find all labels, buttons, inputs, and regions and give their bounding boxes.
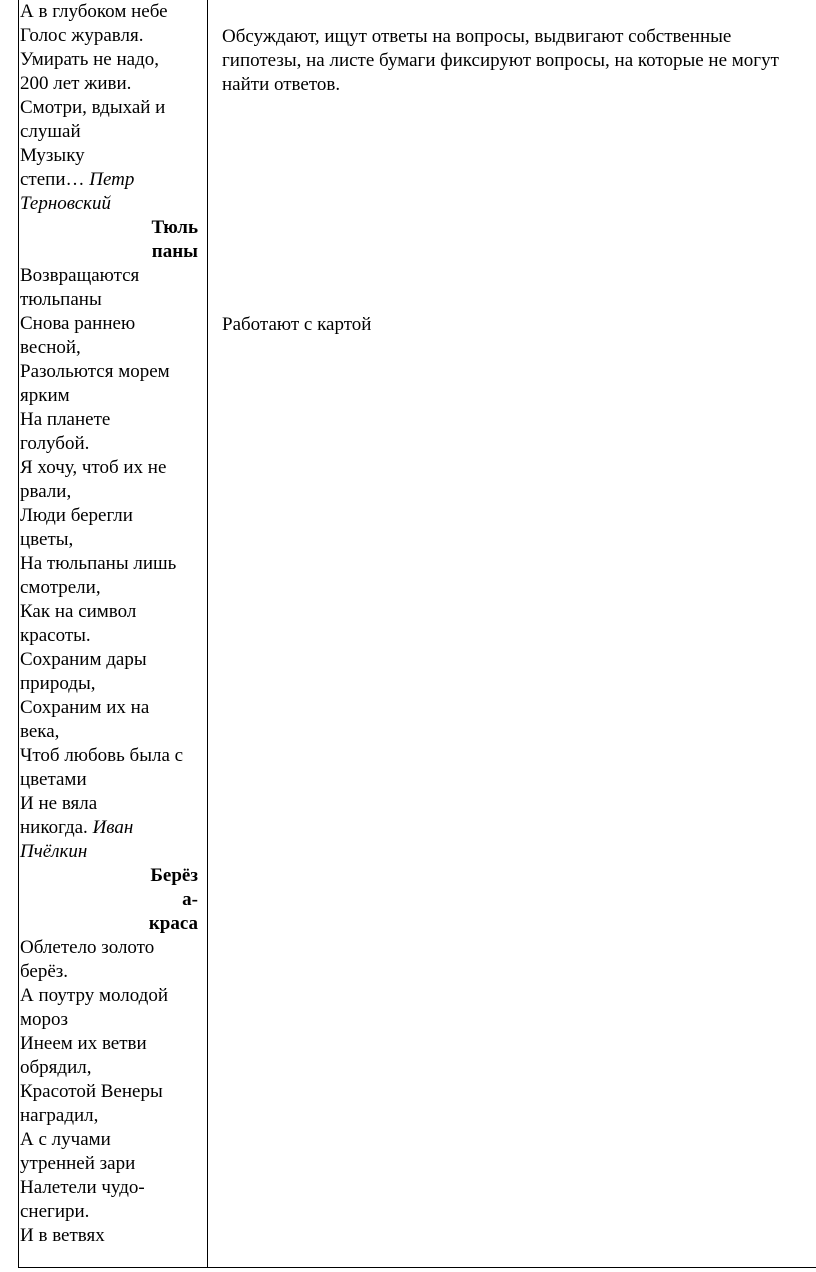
poem-title-line: Берёз bbox=[150, 865, 198, 886]
poem-line bbox=[20, 336, 204, 360]
poem-line-text: И в ветвях bbox=[20, 1225, 105, 1246]
poem-line-text: слушай bbox=[20, 121, 81, 142]
poem-line-text: никогда. bbox=[20, 817, 93, 838]
poem-text bbox=[20, 0, 204, 1248]
poem-title-line: Тюль bbox=[151, 217, 198, 238]
poem-line bbox=[20, 384, 204, 408]
poem-line-text: обрядил, bbox=[20, 1057, 92, 1078]
poem-line-text: А с лучами bbox=[20, 1129, 111, 1150]
poem-title-line: паны bbox=[151, 241, 198, 262]
poem-line-text: Красотой Венеры bbox=[20, 1081, 163, 1102]
poem-line-text: мороз bbox=[20, 1009, 69, 1030]
poem-line bbox=[20, 1008, 204, 1032]
poem-line-text: природы, bbox=[20, 673, 96, 694]
poem-line-text: Разольются морем bbox=[20, 361, 170, 382]
poem-line-text: А в глубоком небе bbox=[20, 1, 168, 22]
poem-line-text: Голос журавля. bbox=[20, 25, 144, 46]
poem-author: Петр bbox=[89, 169, 135, 190]
poem-line-text: цветы, bbox=[20, 529, 74, 550]
poem-line-text: Снова раннею bbox=[20, 313, 136, 334]
poem-line bbox=[20, 360, 204, 384]
poem-line-text: тюльпаны bbox=[20, 289, 102, 310]
poem-line bbox=[20, 72, 204, 96]
activity-column bbox=[208, 0, 816, 1267]
poem-line-text: А поутру молодой bbox=[20, 985, 168, 1006]
poem-line-text: весной, bbox=[20, 337, 81, 358]
poem-line bbox=[20, 96, 204, 120]
poem-line bbox=[20, 744, 204, 768]
poem-title-line: а- bbox=[182, 889, 198, 910]
poem-line bbox=[20, 960, 204, 984]
poem-line bbox=[20, 1224, 204, 1248]
poem-line-text: смотрели, bbox=[20, 577, 101, 598]
poem-author: Терновский bbox=[20, 193, 112, 214]
poem-line-text: снегири. bbox=[20, 1201, 90, 1222]
poem-line bbox=[20, 24, 204, 48]
poem-line-text: века, bbox=[20, 721, 60, 742]
poem-line bbox=[20, 0, 204, 24]
poem-line bbox=[20, 408, 204, 432]
poem-line bbox=[20, 432, 204, 456]
poems-column bbox=[19, 0, 208, 1267]
poem-line-text: И не вяла bbox=[20, 793, 98, 814]
poem-line-text: Инеем их ветви bbox=[20, 1033, 147, 1054]
poem-line-text: ярким bbox=[20, 385, 70, 406]
document-table bbox=[18, 0, 816, 1268]
poem-line bbox=[20, 48, 204, 72]
poem-line bbox=[20, 576, 204, 600]
poem-line bbox=[20, 672, 204, 696]
poem-line bbox=[20, 816, 204, 840]
poem-line bbox=[20, 288, 204, 312]
poem-line bbox=[20, 840, 204, 864]
poem-line bbox=[20, 720, 204, 744]
poem-line bbox=[20, 192, 204, 216]
poem-title-line: краса bbox=[148, 913, 198, 934]
poem-line bbox=[20, 168, 204, 192]
poem-line bbox=[20, 120, 204, 144]
poem-line bbox=[20, 312, 204, 336]
poem-line bbox=[20, 624, 204, 648]
poem-line-text: степи… bbox=[20, 169, 90, 190]
activity-discussion-text: Обсуждают, ищут ответы на вопросы, выдвигают собственные гипотезы, на листе бумаги фиксируют вопросы, на которые не могут найти ответов. bbox=[222, 26, 779, 95]
poem-line bbox=[20, 1032, 204, 1056]
poem-line-text: На планете bbox=[20, 409, 111, 430]
poem-line bbox=[20, 456, 204, 480]
poem-line bbox=[20, 1128, 204, 1152]
poem-line-text: утренней зари bbox=[20, 1153, 136, 1174]
poem-line bbox=[20, 648, 204, 672]
poem-line-text: берёз. bbox=[20, 961, 69, 982]
poem-line bbox=[20, 504, 204, 528]
poem-line-text: рвали, bbox=[20, 481, 72, 502]
poem-author: Иван bbox=[92, 817, 134, 838]
poem-line-text: Умирать не надо, bbox=[20, 49, 160, 70]
poem-line bbox=[20, 1104, 204, 1128]
poem-line-text: Я хочу, чтоб их не bbox=[20, 457, 167, 478]
poem-line bbox=[20, 768, 204, 792]
poem-line-text: Облетело золото bbox=[20, 937, 155, 958]
poem-line-text: Сохраним их на bbox=[20, 697, 150, 718]
poem-line bbox=[20, 552, 204, 576]
poem-line bbox=[20, 696, 204, 720]
poem-line bbox=[20, 984, 204, 1008]
poem-line bbox=[20, 936, 204, 960]
poem-line-text: цветами bbox=[20, 769, 87, 790]
poem-line-text: наградил, bbox=[20, 1105, 99, 1126]
poem-line bbox=[20, 264, 204, 288]
poem-line-text: Музыку bbox=[20, 145, 85, 166]
poem-line bbox=[20, 1200, 204, 1224]
poem-line-text: Сохраним дары bbox=[20, 649, 147, 670]
poem-line-text: Возвращаются bbox=[20, 265, 140, 286]
poem-line-text: Чтоб любовь была с bbox=[20, 745, 184, 766]
poem-line bbox=[20, 528, 204, 552]
poem-line-text: Люди берегли bbox=[20, 505, 133, 526]
poem-line-text: Налетели чудо- bbox=[20, 1177, 145, 1198]
poem-line-text: Смотри, вдыхай и bbox=[20, 97, 166, 118]
poem-line-text: 200 лет живи. bbox=[20, 73, 132, 94]
poem-line bbox=[20, 144, 204, 168]
poem-line bbox=[20, 1080, 204, 1104]
poem-line bbox=[20, 1152, 204, 1176]
poem-author: Пчёлкин bbox=[20, 841, 88, 862]
poem-line bbox=[20, 600, 204, 624]
poem-line-text: Как на символ bbox=[20, 601, 137, 622]
poem-line-text: На тюльпаны лишь bbox=[20, 553, 177, 574]
poem-line bbox=[20, 1176, 204, 1200]
poem-line-text: красоты. bbox=[20, 625, 91, 646]
poem-line-text: голубой. bbox=[20, 433, 90, 454]
activity-map-text: Работают с картой bbox=[222, 314, 372, 335]
poem-line bbox=[20, 792, 204, 816]
poem-line bbox=[20, 480, 204, 504]
poem-line bbox=[20, 1056, 204, 1080]
